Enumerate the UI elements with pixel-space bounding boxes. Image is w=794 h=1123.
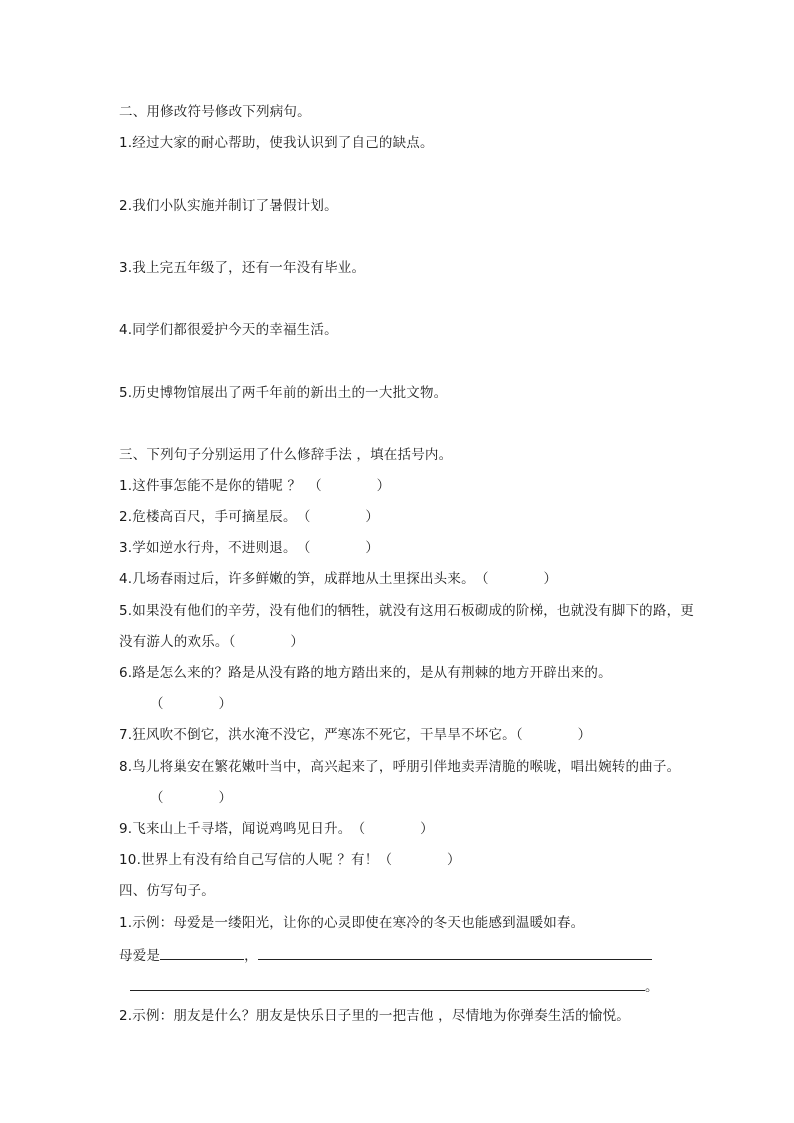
section-3-item-3: 3.学如逆水行舟，不进则退。 （ ） [119, 540, 380, 556]
section-3-item-9: 9.飞来山上千寻塔，闻说鸡鸣见日升。 （ ） [119, 821, 434, 837]
fill-line-1 [119, 945, 652, 965]
section-2-title: 二、用修改符号修改下列病句。 [119, 104, 311, 120]
section-2-item-1: 1.经过大家的耐心帮助，使我认识到了自己的缺点。 [119, 135, 434, 151]
blank-short[interactable] [160, 945, 244, 960]
fill-prefix: 母爱是 [119, 948, 161, 964]
section-3-item-5-line-2: 没有游人的欢乐。（ ） [119, 634, 305, 650]
blank-full[interactable] [130, 976, 645, 991]
fill-comma: ， [244, 948, 258, 964]
section-4-example-1: 1.示例：母爱是一缕阳光，让你的心灵即使在寒冷的冬天也能感到温暖如春。 [119, 915, 585, 931]
section-3-item-8-answer: （ ） [150, 790, 233, 806]
section-4-example-2: 2.示例：朋友是什么？朋友是快乐日子里的一把吉他 ，尽情地为你弹奏生活的愉悦。 [119, 1008, 630, 1024]
section-3-item-6-line-1: 6.路是怎么来的？路是从没有路的地方踏出来的，是从有荆棘的地方开辟出来的。 [119, 665, 612, 681]
section-3-item-8-line-1: 8.鸟儿将巢安在繁花嫩叶当中，高兴起来了，呼朋引伴地卖弄清脆的喉咙，唱出婉转的曲子。 [119, 759, 681, 775]
section-3-title: 三、下列句子分别运用了什么修辞手法 ，填在括号内。 [119, 447, 453, 463]
section-3-item-5-line-1: 5.如果没有他们的辛劳，没有他们的牺牲，就没有这用石板砌成的阶梯，也就没有脚下的路，更 [119, 603, 694, 619]
section-3-item-4: 4.几场春雨过后，许多鲜嫩的笋，成群地从土里探出头来。 （ ） [119, 571, 558, 587]
section-3-item-1: 1.这件事怎能不是你的错呢 ？ （ ） [119, 478, 391, 494]
section-3-item-7: 7.狂风吹不倒它，洪水淹不没它，严寒冻不死它，干旱旱不坏它。（ ） [119, 727, 592, 743]
section-3-item-6-answer: （ ） [150, 696, 233, 712]
blank-long[interactable] [258, 945, 652, 960]
section-4-title: 四、仿写句子。 [119, 883, 215, 899]
section-2-item-4: 4.同学们都很爱护今天的幸福生活。 [119, 322, 338, 338]
section-2-item-2: 2.我们小队实施并制订了暑假计划。 [119, 198, 338, 214]
fill-end: 。 [645, 979, 659, 995]
fill-line-2 [130, 976, 659, 996]
section-2-item-5: 5.历史博物馆展出了两千年前的新出土的一大批文物。 [119, 385, 448, 401]
section-2-item-3: 3.我上完五年级了，还有一年没有毕业。 [119, 260, 366, 276]
section-3-item-10: 10.世界上有没有给自己写信的人呢 ？有！（ ） [119, 852, 461, 868]
section-3-item-2: 2.危楼高百尺，手可摘星辰。 （ ） [119, 509, 380, 525]
